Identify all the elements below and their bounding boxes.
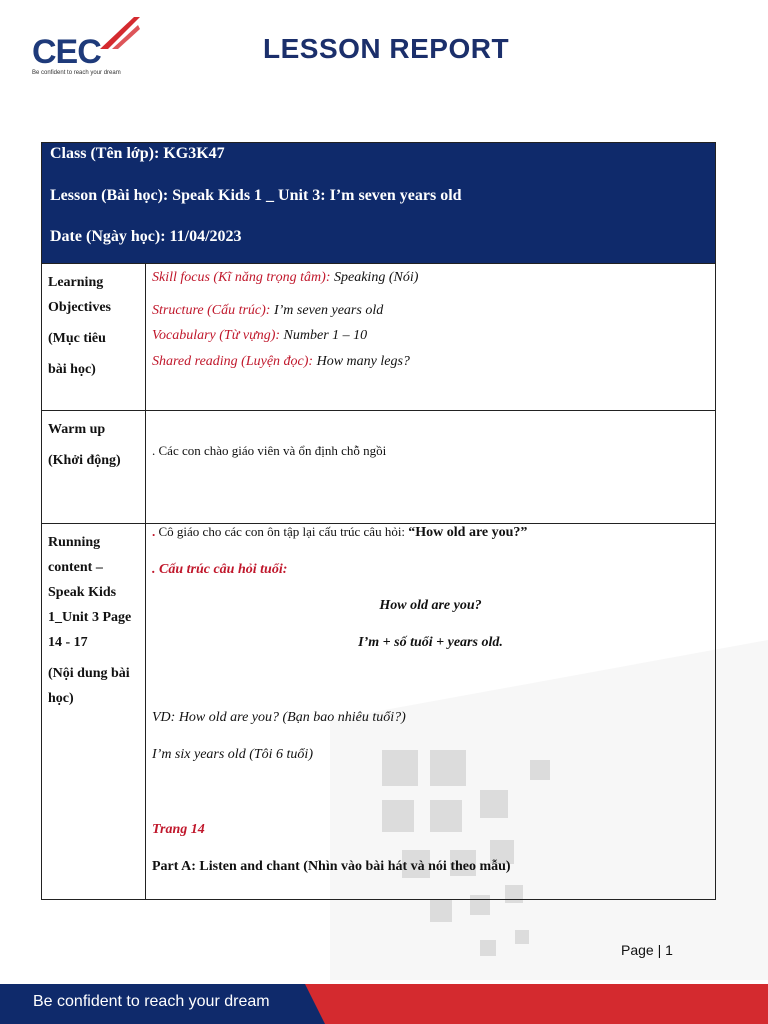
skill-focus-label: Skill focus (Kĩ năng trọng tâm): <box>152 270 331 285</box>
page-label: Page | <box>621 942 666 958</box>
question-line: How old are you? <box>379 598 482 613</box>
logo-text: CEC <box>32 33 101 71</box>
logo-tagline: Be confident to reach your dream <box>32 70 121 76</box>
intro-quote: “How old are you?” <box>408 525 528 540</box>
page-number <box>621 942 673 958</box>
page-title: LESSON REPORT <box>263 33 510 64</box>
footer-tagline: Be confident to reach your dream <box>33 993 270 1010</box>
objectives-label <box>42 264 146 410</box>
shared-reading-value: How many legs? <box>313 354 410 369</box>
objectives-content <box>146 264 715 410</box>
page-number-value: 1 <box>665 942 673 958</box>
cec-logo <box>30 15 142 79</box>
running-label-sub: (Nội dung bài học) <box>48 666 130 706</box>
structure <box>152 303 383 319</box>
running-content <box>146 524 715 899</box>
vocabulary-label: Vocabulary (Từ vựng): <box>152 328 281 343</box>
shared-reading <box>152 354 410 370</box>
lesson-line: Lesson (Bài học): Speak Kids 1 _ Unit 3: I’m seven years old <box>50 187 462 204</box>
skill-focus <box>152 270 418 286</box>
skill-focus-value: Speaking (Nói) <box>330 270 419 285</box>
structure-heading: . Cấu trúc câu hỏi tuổi: <box>152 562 288 577</box>
objectives-label-line: (Mục tiêu <box>48 331 106 346</box>
example-answer: I’m six years old (Tôi 6 tuổi) <box>152 747 313 762</box>
warmup-label-line: Warm up <box>48 422 106 437</box>
part-a-heading: Part A: Listen and chant (Nhìn vào bài hát và nói theo mẫu) <box>152 859 511 874</box>
objectives-row <box>42 264 715 411</box>
class-line: Class (Tên lớp): KG3K47 <box>50 145 225 162</box>
example-question: VD: How old are you? (Bạn bao nhiêu tuổi?) <box>152 710 406 725</box>
structure-label: Structure (Cấu trúc): <box>152 303 271 318</box>
running-label-main: Running content – Speak Kids 1_Unit 3 Page 14 - 17 <box>48 535 132 650</box>
page-reference: Trang 14 <box>152 822 205 837</box>
lesson-header <box>42 143 715 264</box>
running-content-row <box>42 524 715 899</box>
vocabulary-value: Number 1 – 10 <box>280 328 368 343</box>
warmup-label-line: (Khởi động) <box>48 453 121 468</box>
date-line: Date (Ngày học): 11/04/2023 <box>50 228 242 245</box>
warmup-row <box>42 411 715 524</box>
running-label <box>42 524 146 899</box>
objectives-label-line: Learning Objectives <box>48 275 111 315</box>
warmup-text: . Các con chào giáo viên và ổn định chỗ ngồi <box>152 443 387 458</box>
objectives-label-line: bài học) <box>48 362 96 377</box>
answer-formula: I’m + số tuổi + years old. <box>358 635 503 650</box>
intro-dot: . <box>152 524 156 539</box>
warmup-label <box>42 411 146 523</box>
intro-text: Cô giáo cho các con ôn tập lại cấu trúc câu hỏi: <box>155 524 409 539</box>
shared-reading-label: Shared reading (Luyện đọc): <box>152 354 314 369</box>
warmup-content <box>146 411 715 523</box>
logo-swoosh-icon <box>98 15 142 51</box>
intro-line <box>152 524 527 541</box>
vocabulary <box>152 328 367 344</box>
lesson-table <box>41 142 716 900</box>
structure-value: I’m seven years old <box>270 303 384 318</box>
